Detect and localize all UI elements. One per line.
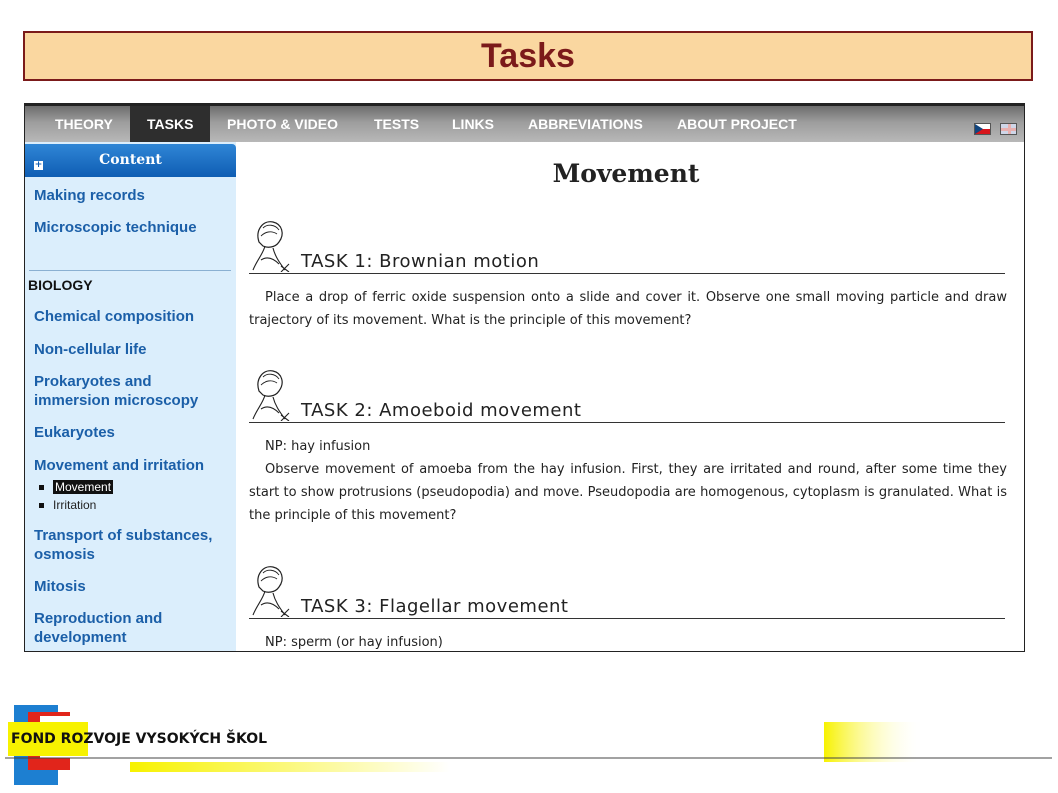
website-screenshot xyxy=(24,103,1025,652)
english-flag-icon[interactable] xyxy=(1000,123,1017,135)
sidebar-subitem-irritation[interactable] xyxy=(39,498,96,512)
czech-flag-icon[interactable] xyxy=(974,123,991,135)
nav-photo-video[interactable]: PHOTO & VIDEO xyxy=(227,116,338,132)
thinking-student-icon xyxy=(249,216,293,272)
sidebar-header-label: Content xyxy=(99,152,162,168)
thinking-student-icon xyxy=(249,561,293,617)
sidebar-link-mitosis[interactable]: Mitosis xyxy=(34,578,86,595)
task-heading: TASK 1: Brownian motion xyxy=(301,251,540,272)
nav-about-project[interactable]: ABOUT PROJECT xyxy=(677,116,797,132)
task-np: NP: sperm (or hay infusion) xyxy=(265,635,443,650)
bullet-icon xyxy=(39,485,44,490)
sidebar-section-title: BIOLOGY xyxy=(28,277,93,293)
sidebar-link-making-records[interactable]: Making records xyxy=(34,187,145,204)
sidebar-link-eukaryotes[interactable]: Eukaryotes xyxy=(34,424,115,441)
footer-accent-block xyxy=(824,722,924,762)
nav-tasks[interactable]: TASKS xyxy=(130,106,210,142)
sidebar-subitem-label: Irritation xyxy=(53,498,97,512)
footer-accent-bar xyxy=(130,762,450,772)
sidebar-link-prokaryotes-line2[interactable]: immersion microscopy xyxy=(34,392,199,409)
sidebar xyxy=(25,142,236,652)
sidebar-subitem-label: Movement xyxy=(55,480,112,494)
page-title: Movement xyxy=(552,159,700,188)
sidebar-link-transport-line2[interactable]: osmosis xyxy=(34,546,95,563)
sidebar-link-non-cellular-life[interactable]: Non-cellular life xyxy=(34,341,147,358)
sidebar-header[interactable] xyxy=(25,144,236,177)
task-instructions xyxy=(249,286,1007,332)
sidebar-link-transport[interactable]: Transport of substances, xyxy=(34,527,213,544)
nav-links[interactable]: LINKS xyxy=(452,116,494,132)
sidebar-link-chemical-composition[interactable]: Chemical composition xyxy=(34,308,195,325)
slide-title: Tasks xyxy=(481,36,575,75)
nav-abbreviations[interactable]: ABBREVIATIONS xyxy=(528,116,643,132)
top-navigation xyxy=(25,104,1024,142)
slide-title-bar xyxy=(23,31,1033,81)
sidebar-link-movement-irritation[interactable]: Movement and irritation xyxy=(34,457,205,474)
thinking-student-icon xyxy=(249,365,293,421)
task-heading: TASK 3: Flagellar movement xyxy=(301,596,569,617)
sidebar-divider xyxy=(29,270,231,271)
task-np: NP: hay infusion xyxy=(265,439,371,454)
footer-label: FOND ROZVOJE VYSOKÝCH ŠKOL xyxy=(11,731,268,747)
sidebar-link-reproduction-line2[interactable]: development xyxy=(34,629,127,646)
task-text: Place a drop of ferric oxide suspension onto a slide and cover it. Observe one small moving particle and draw trajectory of its movement. What is the principle of this movement? xyxy=(249,290,1007,328)
task-instructions xyxy=(249,631,1007,652)
expand-icon[interactable]: + xyxy=(34,160,43,170)
task-divider xyxy=(249,273,1005,274)
main-content xyxy=(236,142,1024,652)
sidebar-link-reproduction[interactable]: Reproduction and xyxy=(34,610,163,627)
task-text: Observe movement of amoeba from the hay infusion. First, they are irritated and round, after some time they start to show protrusions (pseudopodia) and move. Pseudopodia are homogenous, cytoplasm is granulated. What is the principle of this movement? xyxy=(249,462,1007,523)
sidebar-link-microscopic-technique[interactable]: Microscopic technique xyxy=(34,219,197,236)
bullet-icon xyxy=(39,503,44,508)
task-divider xyxy=(249,422,1005,423)
nav-tests[interactable]: TESTS xyxy=(374,116,420,132)
task-heading: TASK 2: Amoeboid movement xyxy=(301,400,582,421)
nav-theory[interactable]: THEORY xyxy=(55,116,113,132)
task-instructions xyxy=(249,435,1007,527)
sidebar-subitem-movement[interactable] xyxy=(39,480,113,494)
sidebar-link-prokaryotes[interactable]: Prokaryotes and xyxy=(34,373,152,390)
task-divider xyxy=(249,618,1005,619)
